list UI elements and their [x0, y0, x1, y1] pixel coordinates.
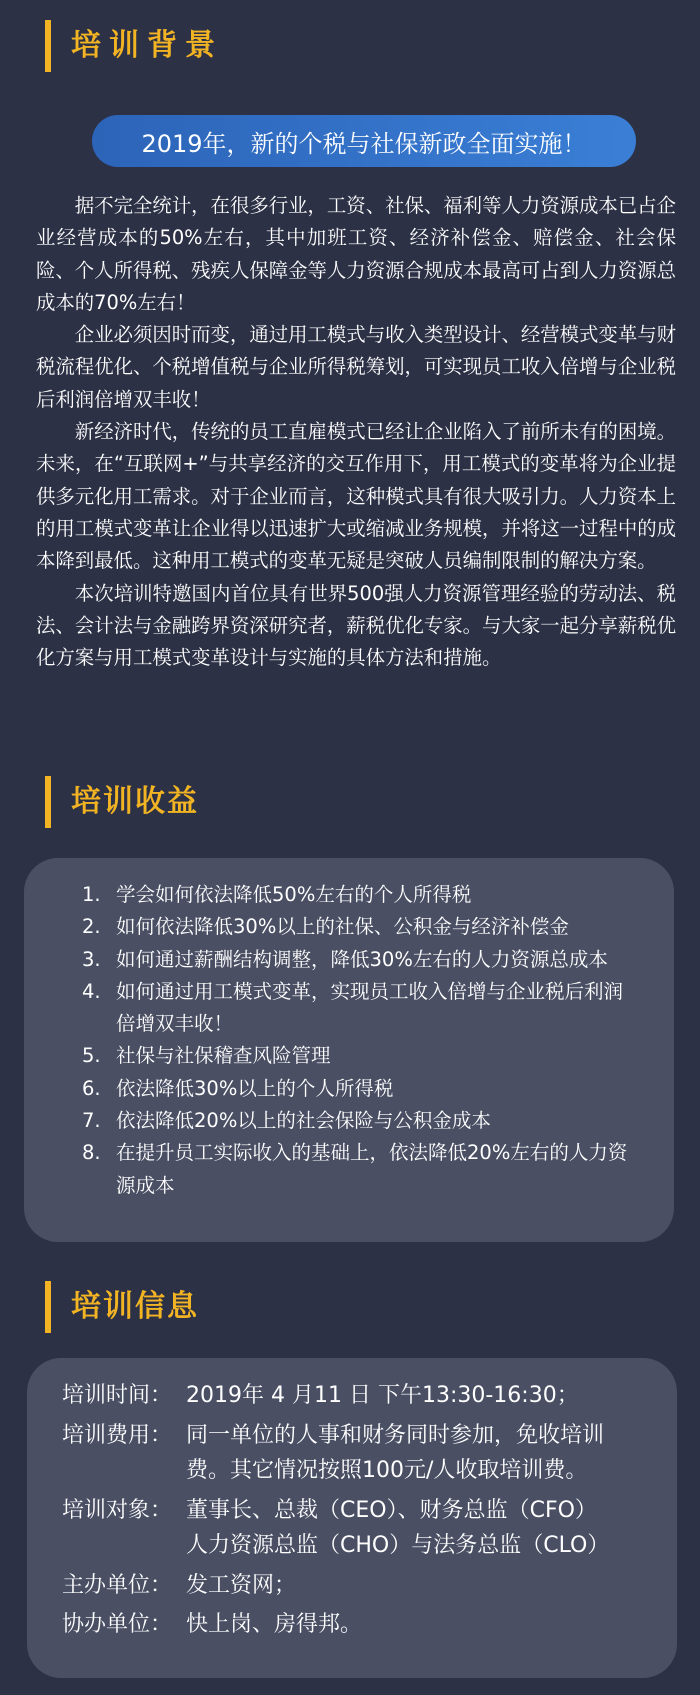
info-label: 主办单位：	[62, 1572, 173, 1598]
item-text: 依法降低20%以上的社会保险与公积金成本	[116, 1109, 491, 1133]
info-row-time	[62, 1378, 657, 1414]
list-item	[58, 1137, 640, 1202]
list-item	[58, 1073, 640, 1105]
info-row-fee	[62, 1418, 657, 1489]
info-value-line: 发工资网；	[186, 1572, 297, 1598]
info-label: 协办单位：	[62, 1612, 173, 1637]
item-number: 6.	[82, 1076, 101, 1100]
benefits-card	[24, 858, 674, 1242]
item-number: 8.	[82, 1141, 101, 1165]
item-text: 如何通过用工模式变革，实现员工收入倍增与企业税后利润倍增双丰收！	[116, 979, 624, 1036]
info-row-host	[62, 1568, 657, 1604]
info-row-coorganizer	[62, 1607, 657, 1643]
background-paragraph: 本次培训特邀国内首位具有世界500强人力资源管理经验的劳动法、税法、会计法与金融跨界资深研究者，薪税优化专家。与大家一起分享薪税优化方案与用工模式变革设计与实施的具体方法和措施。	[36, 581, 676, 670]
info-value-line: 人力资源总监（CHO）与法务总监（CLO）	[186, 1533, 610, 1558]
info-value-line: 费。其它情况按照100元/人收取培训费。	[186, 1458, 588, 1483]
background-body	[36, 190, 676, 674]
list-item	[58, 944, 640, 976]
info-value	[184, 1418, 657, 1489]
item-number: 2.	[82, 915, 101, 939]
title-accent-bar	[45, 20, 51, 72]
info-value-line: 同一单位的人事和财务同时参加，免收培训	[186, 1422, 605, 1448]
info-row-audience	[62, 1493, 657, 1564]
item-text: 如何通过薪酬结构调整，降低30%左右的人力资源总成本	[116, 947, 608, 971]
item-number: 3.	[82, 947, 101, 971]
info-value	[184, 1378, 657, 1414]
info-value	[184, 1493, 657, 1564]
policy-banner	[92, 115, 636, 167]
section-title-text: 培训收益	[71, 784, 199, 819]
item-text: 如何依法降低30%以上的社保、公积金与经济补偿金	[116, 915, 569, 939]
info-label: 培训时间：	[62, 1383, 173, 1408]
section-title-benefits	[45, 776, 199, 828]
background-paragraph: 新经济时代，传统的员工直雇模式已经让企业陷入了前所未有的困境。未来，在“互联网+”与共享经济的交互作用下，用工模式的变革将为企业提供多元化用工需求。对于企业而言，这种模式具有很大吸引力。人力资本上的用工模式变革让企业得以迅速扩大或缩减业务规模，并将这一过程中的成本降到最低。这种用工模式的变革无疑是突破人员编制限制的解决方案。	[36, 420, 676, 573]
item-number: 1.	[82, 883, 101, 906]
section-title-text: 培训背景	[71, 28, 223, 63]
list-item	[58, 1105, 640, 1137]
section-title-text: 培训信息	[71, 1289, 199, 1324]
background-paragraph: 企业必须因时而变，通过用工模式与收入类型设计、经营模式变革与财税流程优化、个税增值税与企业所得税筹划，可实现员工收入倍增与企业税后利润倍增双丰收！	[36, 323, 676, 411]
background-paragraph: 据不完全统计，在很多行业，工资、社保、福利等人力资源成本已占企业经营成本的50%左右，其中加班工资、经济补偿金、赔偿金、社会保险、个人所得税、残疾人保障金等人力资源合规成本最高可占到人力资源总成本的70%左右！	[36, 194, 676, 314]
info-list	[27, 1358, 677, 1643]
info-value-line: 董事长、总裁（CEO）、财务总监（CFO）	[186, 1497, 597, 1523]
info-value	[184, 1568, 657, 1604]
list-item	[58, 879, 640, 911]
list-item	[58, 911, 640, 943]
info-card	[27, 1358, 677, 1678]
list-item	[58, 976, 640, 1041]
banner-text: 2019年，新的个税与社保新政全面实施！	[141, 129, 587, 158]
item-number: 7.	[82, 1109, 101, 1133]
title-accent-bar	[45, 776, 51, 828]
section-title-background	[45, 20, 223, 72]
benefits-list	[24, 858, 674, 1202]
item-text: 社保与社保稽查风险管理	[116, 1044, 331, 1068]
item-number: 5.	[82, 1044, 101, 1068]
list-item	[58, 1040, 640, 1072]
section-title-info	[45, 1281, 199, 1333]
item-text: 学会如何依法降低50%左右的个人所得税	[116, 883, 472, 906]
title-accent-bar	[45, 1281, 51, 1333]
item-number: 4.	[82, 979, 101, 1003]
item-text: 在提升员工实际收入的基础上，依法降低20%左右的人力资源成本	[116, 1141, 628, 1197]
info-value-line: 2019年 4 月11 日 下午13:30-16:30；	[186, 1383, 579, 1408]
info-label: 培训费用：	[62, 1422, 173, 1448]
info-value-line: 快上岗、房得邦。	[186, 1612, 363, 1637]
info-label: 培训对象：	[62, 1497, 173, 1523]
info-value	[184, 1607, 657, 1643]
item-text: 依法降低30%以上的个人所得税	[116, 1076, 394, 1100]
